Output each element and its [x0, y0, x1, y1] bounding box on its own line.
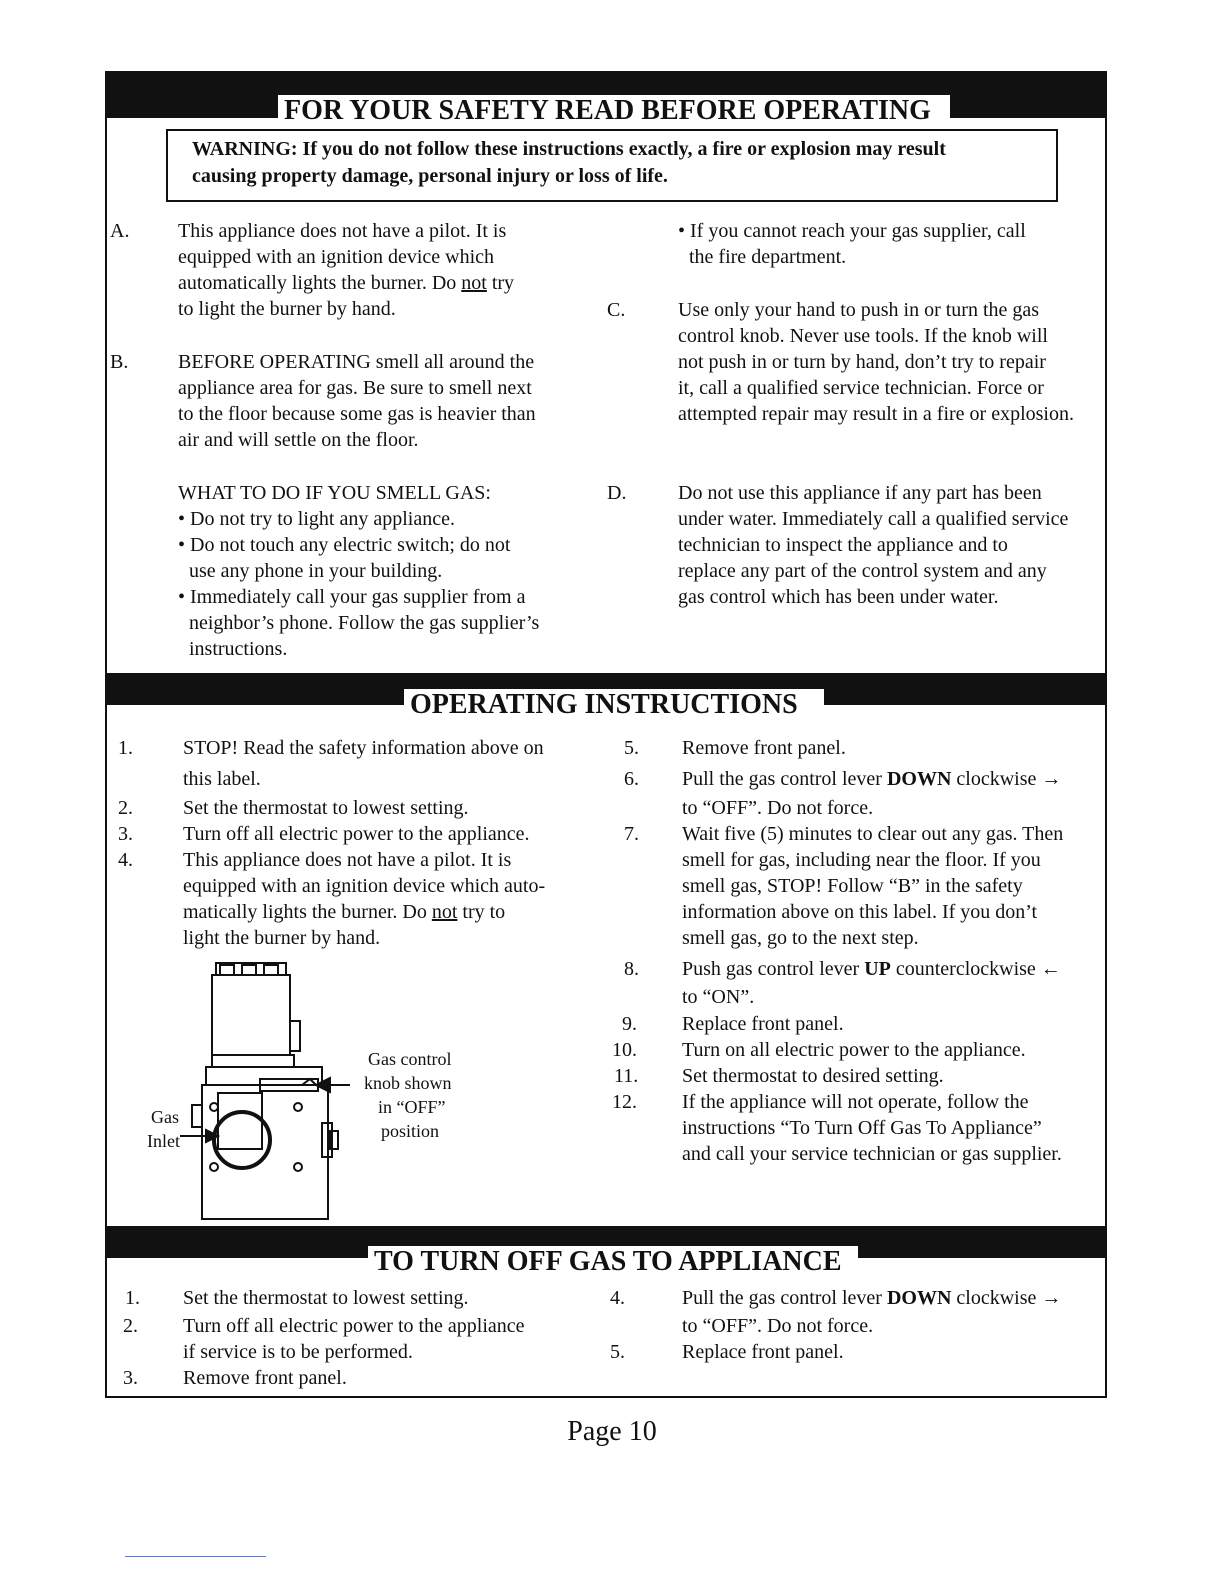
- step-line: to “ON”.: [682, 986, 755, 1008]
- step-line: to “OFF”. Do not force.: [682, 797, 874, 819]
- smell-gas-line: • Immediately call your gas supplier from a: [178, 586, 526, 608]
- item-a-line: equipped with an ignition device which: [178, 246, 495, 268]
- step-number: 3.: [118, 823, 133, 845]
- smell-gas-line: use any phone in your building.: [189, 560, 443, 582]
- step-line: Remove front panel.: [183, 1367, 347, 1389]
- figure-callout-line: knob shown: [364, 1073, 452, 1093]
- step-line: smell gas, go to the next step.: [682, 927, 919, 949]
- item-a-label: A.: [110, 220, 130, 242]
- item-c-line: control knob. Never use tools. If the knob will: [678, 325, 1048, 347]
- page-number: Page 10: [567, 1416, 657, 1447]
- item-b-label: B.: [110, 351, 129, 373]
- step-line: This appliance does not have a pilot. It is: [183, 849, 512, 871]
- item-b-line: BEFORE OPERATING smell all around the: [178, 351, 535, 373]
- item-c-line: not push in or turn by hand, don’t try to repair: [678, 351, 1046, 373]
- cannot-reach-line: • If you cannot reach your gas supplier, call: [678, 220, 1026, 242]
- step-line: Replace front panel.: [682, 1341, 844, 1363]
- warning-box: [166, 129, 1058, 202]
- smell-gas-heading: WHAT TO DO IF YOU SMELL GAS:: [178, 482, 491, 504]
- step-number: 1.: [118, 737, 133, 759]
- item-d-label: D.: [607, 482, 627, 504]
- step-number: 1.: [125, 1287, 140, 1309]
- warning-line-1: WARNING: If you do not follow these instructions exactly, a fire or explosion may result: [192, 138, 946, 160]
- step-line: Wait five (5) minutes to clear out any gas. Then: [682, 823, 1064, 845]
- item-c-line: Use only your hand to push in or turn the gas: [678, 299, 1040, 321]
- item-c-label: C.: [607, 299, 626, 321]
- operating-title: OPERATING INSTRUCTIONS: [404, 689, 824, 721]
- item-a-line: to light the burner by hand.: [178, 298, 396, 320]
- step-line: Pull the gas control lever DOWN clockwise →: [682, 768, 1062, 790]
- step-line: if service is to be performed.: [183, 1341, 413, 1363]
- step-line: and call your service technician or gas supplier.: [682, 1143, 1062, 1165]
- item-d-line: gas control which has been under water.: [678, 586, 999, 608]
- step-line: STOP! Read the safety information above on: [183, 737, 544, 759]
- step-number: 5.: [610, 1341, 625, 1363]
- step-number: 9.: [622, 1013, 637, 1035]
- step-line: Turn on all electric power to the appliance.: [682, 1039, 1026, 1061]
- step-line: matically lights the burner. Do not try to: [183, 901, 506, 923]
- item-b-line: air and will settle on the floor.: [178, 429, 419, 451]
- step-number: 2.: [123, 1315, 138, 1337]
- step-line: Pull the gas control lever DOWN clockwise →: [682, 1287, 1062, 1309]
- safety-title: FOR YOUR SAFETY READ BEFORE OPERATING: [278, 95, 950, 127]
- smell-gas-line: • Do not touch any electric switch; do not: [178, 534, 511, 556]
- step-line: Set the thermostat to lowest setting.: [183, 1287, 469, 1309]
- item-d-line: replace any part of the control system and any: [678, 560, 1047, 582]
- turnoff-title: TO TURN OFF GAS TO APPLIANCE: [368, 1246, 858, 1278]
- gas-valve-drawing: [192, 963, 338, 1219]
- step-number: 6.: [624, 768, 639, 790]
- step-number: 8.: [624, 958, 639, 980]
- warning-line-2: causing property damage, personal injury or loss of life.: [192, 165, 668, 187]
- step-line: Replace front panel.: [682, 1013, 844, 1035]
- valve-arrows: [180, 1078, 350, 1142]
- step-line: Turn off all electric power to the appliance: [183, 1315, 525, 1337]
- step-line: Turn off all electric power to the appliance.: [183, 823, 530, 845]
- gas-valve-figure: [140, 955, 360, 1225]
- figure-callout-line: Gas control: [368, 1049, 452, 1069]
- step-number: 7.: [624, 823, 639, 845]
- item-d-line: Do not use this appliance if any part has been: [678, 482, 1042, 504]
- item-c-line: it, call a qualified service technician. Force or: [678, 377, 1044, 399]
- gas-inlet-label: Gas: [151, 1107, 179, 1127]
- figure-callout-line: position: [381, 1121, 440, 1141]
- item-b-line: appliance area for gas. Be sure to smell next: [178, 377, 532, 399]
- step-line: equipped with an ignition device which auto-: [183, 875, 546, 897]
- smell-gas-line: instructions.: [189, 638, 288, 660]
- step-number: 4.: [118, 849, 133, 871]
- cannot-reach-line: the fire department.: [689, 246, 847, 268]
- step-line: Remove front panel.: [682, 737, 846, 759]
- step-number: 5.: [624, 737, 639, 759]
- step-line: to “OFF”. Do not force.: [682, 1315, 874, 1337]
- gas-inlet-label: Inlet: [147, 1131, 180, 1151]
- edge-artifact-line: [125, 1556, 266, 1557]
- step-number: 2.: [118, 797, 133, 819]
- step-number: 12.: [612, 1091, 637, 1113]
- figure-callout-line: in “OFF”: [378, 1097, 446, 1117]
- step-number: 4.: [610, 1287, 625, 1309]
- item-b-line: to the floor because some gas is heavier than: [178, 403, 536, 425]
- step-line: Push gas control lever UP counterclockwise ←: [682, 958, 1061, 980]
- item-a-line: automatically lights the burner. Do not try: [178, 272, 515, 294]
- smell-gas-line: • Do not try to light any appliance.: [178, 508, 455, 530]
- step-line: light the burner by hand.: [183, 927, 381, 949]
- step-number: 10.: [612, 1039, 637, 1061]
- item-d-line: under water. Immediately call a qualified service: [678, 508, 1069, 530]
- step-line: Set thermostat to desired setting.: [682, 1065, 944, 1087]
- step-line: smell for gas, including near the floor. If you: [682, 849, 1041, 871]
- item-a-line: This appliance does not have a pilot. It is: [178, 220, 507, 242]
- step-line: If the appliance will not operate, follow the: [682, 1091, 1029, 1113]
- step-number: 3.: [123, 1367, 138, 1389]
- step-number: 11.: [614, 1065, 639, 1087]
- step-line: Set the thermostat to lowest setting.: [183, 797, 469, 819]
- step-line: smell gas, STOP! Follow “B” in the safety: [682, 875, 1023, 897]
- step-line: information above on this label. If you don’t: [682, 901, 1038, 923]
- item-c-line: attempted repair may result in a fire or explosion.: [678, 403, 1074, 425]
- step-line: this label.: [183, 768, 261, 790]
- step-line: instructions “To Turn Off Gas To Appliance”: [682, 1117, 1042, 1139]
- smell-gas-line: neighbor’s phone. Follow the gas supplier’s: [189, 612, 540, 634]
- item-d-line: technician to inspect the appliance and to: [678, 534, 1008, 556]
